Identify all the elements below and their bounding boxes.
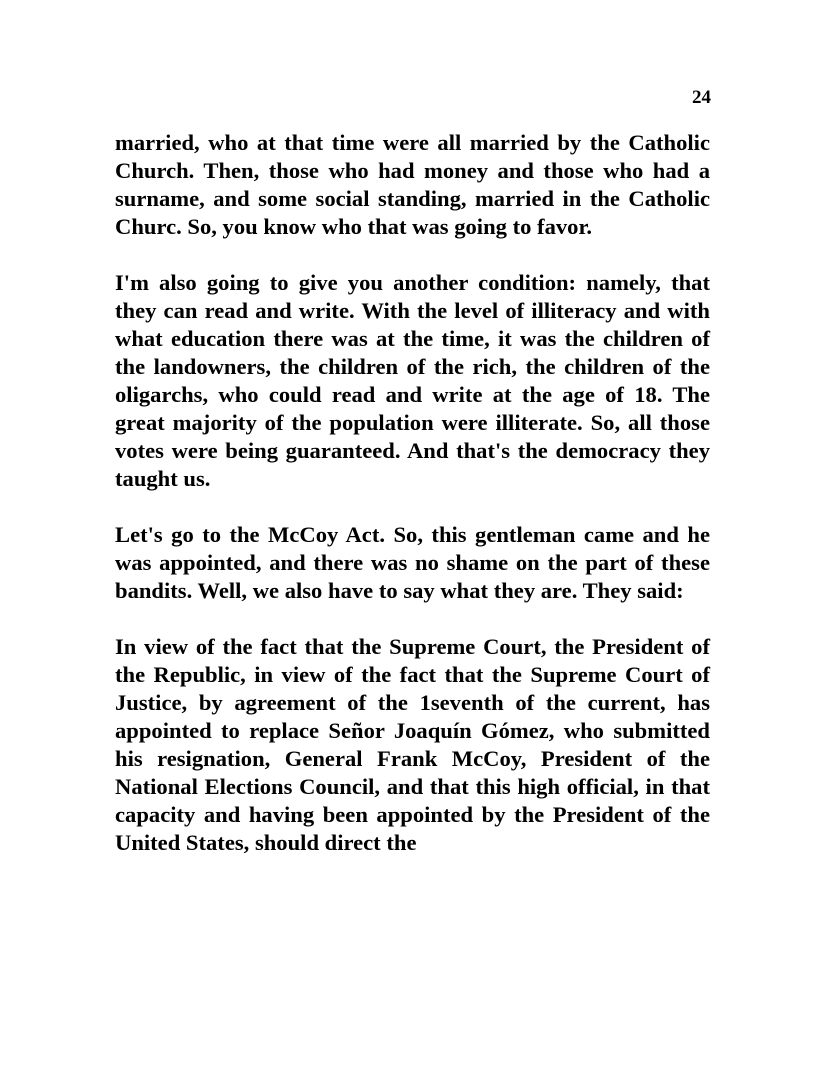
paragraph-4: In view of the fact that the Supreme Court, the President of the Republic, in view of the fact that the Supreme Court of Justice, by agreement of the 1seventh of the current, has appointed to replace Señor Joaquín Gómez, who submitted his resignation, General Frank McCoy, President of the National Elections Council, and that this high official, in that capacity and having been appointed by the President of the United States, should direct the — [115, 634, 710, 855]
paragraph-1: married, who at that time were all married by the Catholic Church. Then, those who had money and those who had a surname, and some social standing, married in the Catholic Churc. So, you know who that was going to favor. — [115, 130, 710, 239]
paragraph-2: I'm also going to give you another condition: namely, that they can read and write. With the level of illiteracy and with what education there was at the time, it was the children of the landowners, the children of the rich, the children of the oligarchs, who could read and write at the age of 18. The great majority of the population were illiterate. So, all those votes were being guaranteed. And that's the democracy they taught us. — [115, 270, 710, 491]
body-text — [115, 129, 710, 885]
page-number: 24 — [692, 87, 711, 108]
paragraph-3: Let's go to the McCoy Act. So, this gentleman came and he was appointed, and there was no shame on the part of these bandits. Well, we also have to say what they are. They said: — [115, 522, 710, 603]
